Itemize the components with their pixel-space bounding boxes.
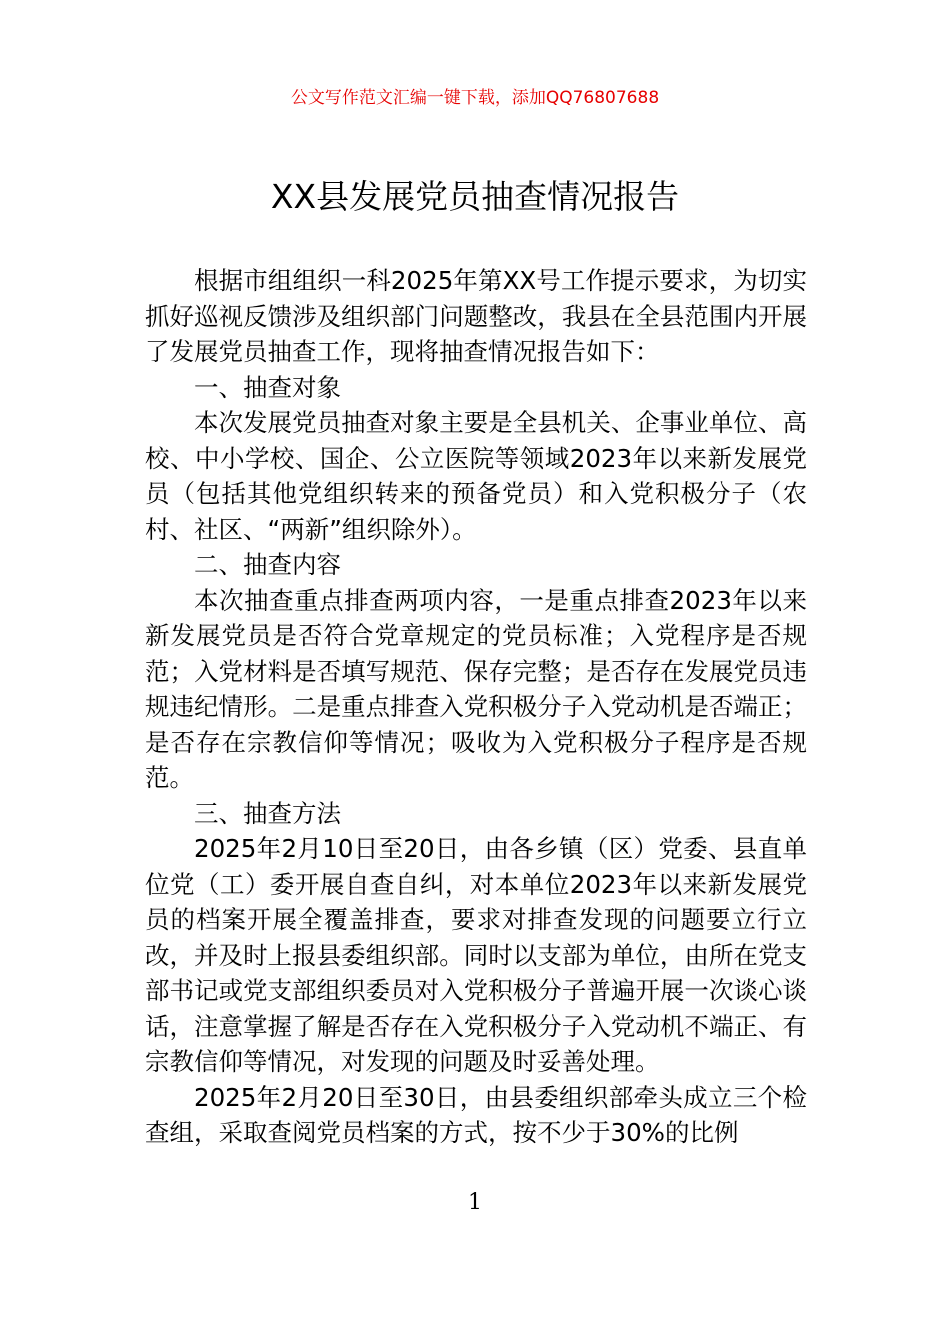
paragraph-method-1: 2025年2月10日至20日，由各乡镇（区）党委、县直单位党（工）委开展自查自纠，对本单位2023年以来新发展党员的档案开展全覆盖排查，要求对排查发现的问题要立行立改，并及时上报县委组织部。同时以支部为单位，由所在党支部书记或党支部组织委员对入党积极分子普遍开展一次谈心谈话，注意掌握了解是否存在入党积极分子入党动机不端正、有宗教信仰等情况，对发现的问题及时妥善处理。 [145, 834, 807, 1076]
document-title: XX县发展党员抽查情况报告 [270, 177, 680, 216]
paragraph-scope: 本次发展党员抽查对象主要是全县机关、企事业单位、高校、中小学校、国企、公立医院等领域2023年以来新发展党员（包括其他党组织转来的预备党员）和入党积极分子（农村、社区、“两新”组织除外）。 [145, 408, 807, 544]
paragraph-intro: 根据市组组织一科2025年第XX号工作提示要求，为切实抓好巡视反馈涉及组织部门问题整改，我县在全县范围内开展了发展党员抽查工作，现将抽查情况报告如下： [145, 266, 807, 366]
section-heading-3: 三、抽查方法 [194, 798, 341, 828]
section-heading-1: 一、抽查对象 [194, 372, 341, 402]
document-body [145, 263, 807, 1151]
header-watermark: 公文写作范文汇编一键下载，添加QQ76807688 [290, 88, 660, 108]
page-number: 1 [468, 1190, 482, 1215]
paragraph-content: 本次抽查重点排查两项内容，一是重点排查2023年以来新发展党员是否符合党章规定的党员标准；入党程序是否规范；入党材料是否填写规范、保存完整；是否存在发展党员违规违纪情形。二是重点排查入党积极分子入党动机是否端正；是否存在宗教信仰等情况；吸收为入党积极分子程序是否规范。 [145, 585, 807, 792]
paragraph-method-2: 2025年2月20日至30日，由县委组织部牵头成立三个检查组，采取查阅党员档案的方式，按不少于30%的比例 [145, 1082, 807, 1147]
section-heading-2: 二、抽查内容 [194, 550, 341, 579]
